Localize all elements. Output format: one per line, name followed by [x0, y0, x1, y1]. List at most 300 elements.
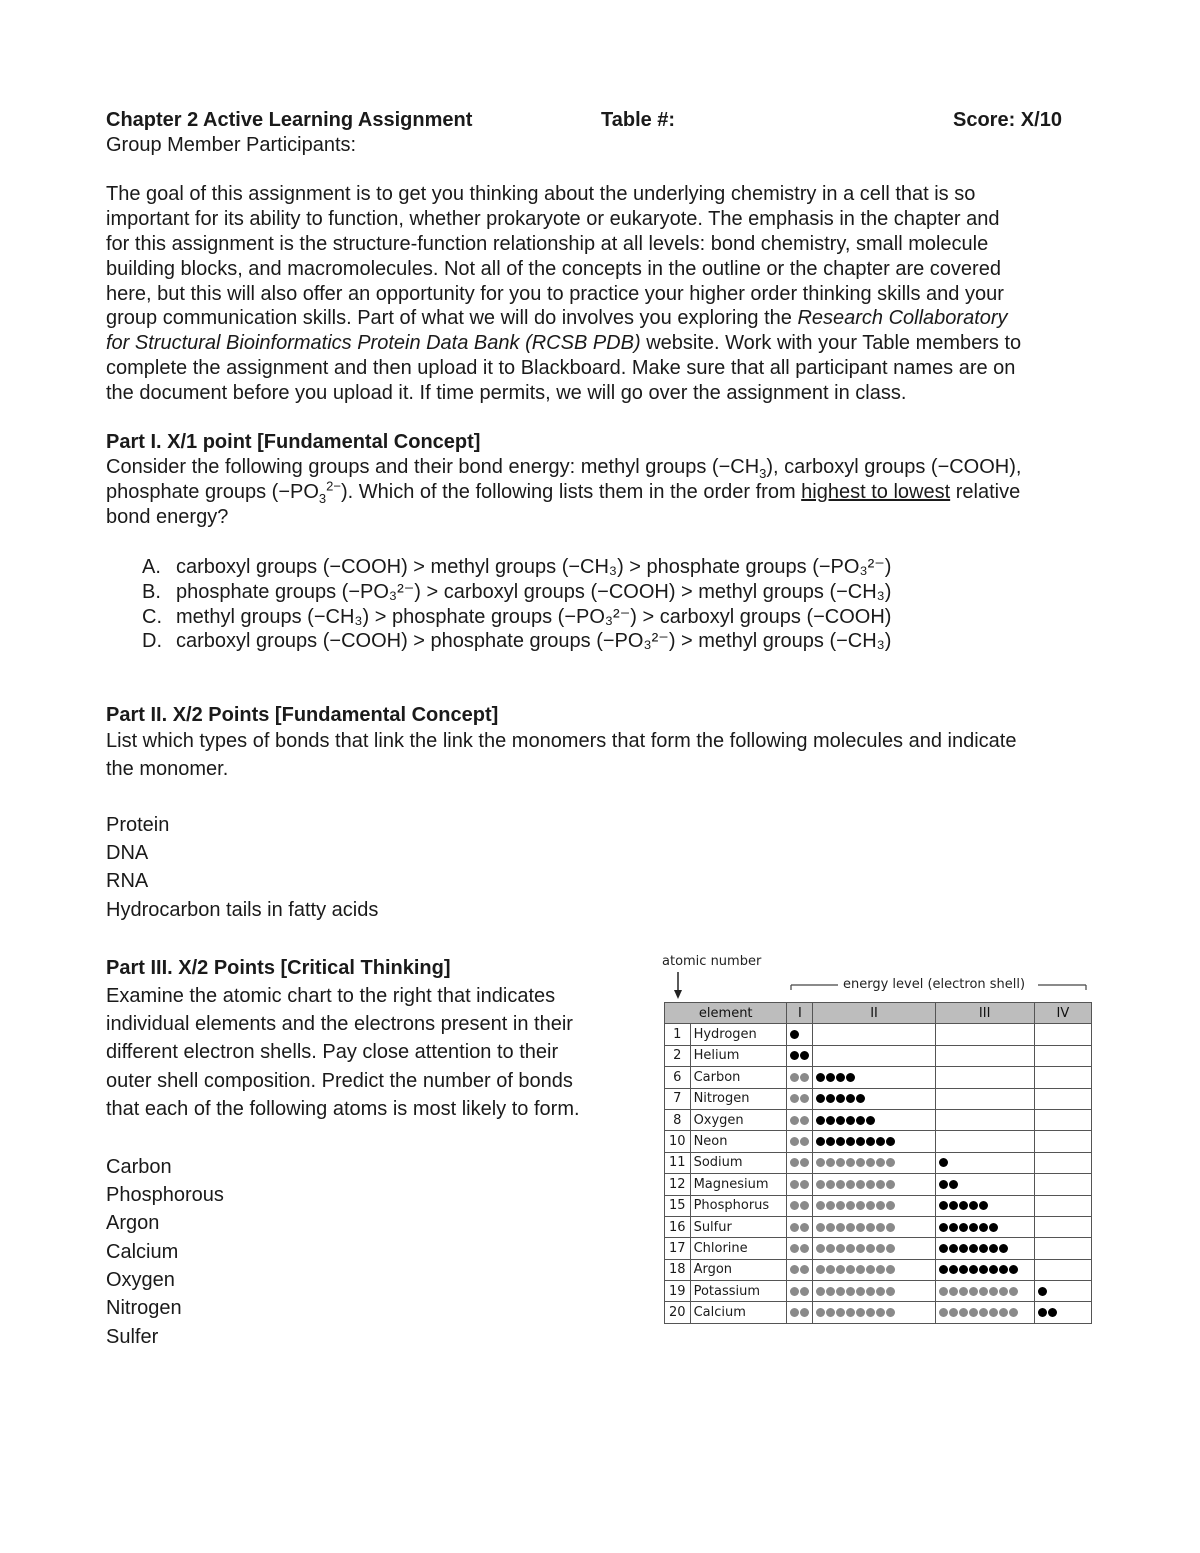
electron-dot — [846, 1287, 855, 1296]
part3-heading: Part III. X/2 Points [Critical Thinking] — [106, 957, 451, 979]
shell-cell — [813, 1088, 935, 1109]
electron-dot — [800, 1244, 809, 1253]
electron-dot — [836, 1073, 845, 1082]
atomic-number: 18 — [665, 1259, 691, 1280]
option-text: methyl groups (−CH₃) > phosphate groups (−PO₃²⁻) > carboxyl groups (−COOH) — [176, 606, 892, 628]
electron-dot — [989, 1265, 998, 1274]
electron-dot — [790, 1051, 799, 1060]
answer-option[interactable] — [142, 555, 891, 579]
electron-dot — [846, 1223, 855, 1232]
electron-dot — [800, 1116, 809, 1125]
shell-cell — [935, 1281, 1034, 1302]
electron-dot — [790, 1137, 799, 1146]
electron-dot — [969, 1287, 978, 1296]
intro-line: building blocks, and macromolecules. Not all of the concepts in the outline or the chapter are covered — [106, 258, 1001, 280]
shell-cell — [935, 1024, 1034, 1045]
electron-dot — [800, 1051, 809, 1060]
atom-item: Argon — [106, 1212, 160, 1234]
element-name: Phosphorus — [690, 1195, 787, 1216]
electron-dot — [846, 1116, 855, 1125]
electron-dot — [866, 1180, 875, 1189]
atomic-number: 15 — [665, 1195, 691, 1216]
element-name: Neon — [690, 1131, 787, 1152]
electron-dot — [876, 1137, 885, 1146]
electron-dot — [790, 1287, 799, 1296]
electron-dot — [846, 1265, 855, 1274]
element-name: Helium — [690, 1045, 787, 1066]
electron-dot — [856, 1116, 865, 1125]
atomic-number: 1 — [665, 1024, 691, 1045]
intro-text: group communication skills. Part of what we will do involves you exploring the — [106, 307, 798, 329]
electron-dot — [790, 1073, 799, 1082]
electron-dot — [816, 1180, 825, 1189]
part1-question: bond energy? — [106, 506, 229, 528]
shell-cell — [813, 1216, 935, 1237]
electron-dot — [949, 1180, 958, 1189]
electron-dot — [800, 1265, 809, 1274]
electron-dot — [886, 1223, 895, 1232]
shell-cell — [1034, 1131, 1091, 1152]
electron-dot — [800, 1073, 809, 1082]
electron-dot — [999, 1308, 1008, 1317]
atomic-number-label: atomic number — [662, 954, 762, 969]
subscript: 3 — [318, 491, 327, 506]
electron-dot — [800, 1094, 809, 1103]
electron-dot — [816, 1158, 825, 1167]
electron-dot — [959, 1287, 968, 1296]
electron-dot — [876, 1223, 885, 1232]
atomic-number: 2 — [665, 1045, 691, 1066]
shell-cell — [1034, 1088, 1091, 1109]
electron-dot — [790, 1158, 799, 1167]
electron-dot — [989, 1244, 998, 1253]
molecule-item: RNA — [106, 870, 149, 892]
energy-level-label: energy level (electron shell) — [843, 977, 1026, 992]
electron-dot — [949, 1308, 958, 1317]
electron-dot — [959, 1244, 968, 1253]
electron-dot — [969, 1308, 978, 1317]
electron-dot — [886, 1308, 895, 1317]
electron-dot — [816, 1223, 825, 1232]
assignment-title: Chapter 2 Active Learning Assignment — [106, 109, 473, 131]
shell-cell — [935, 1216, 1034, 1237]
shell-cell — [813, 1109, 935, 1130]
electron-dot — [876, 1244, 885, 1253]
shell-cell — [813, 1067, 935, 1088]
electron-dot — [826, 1287, 835, 1296]
electron-dot — [856, 1244, 865, 1253]
shell-cell — [1034, 1302, 1091, 1323]
electron-dot — [1038, 1287, 1047, 1296]
electron-dot — [816, 1073, 825, 1082]
atomic-number: 16 — [665, 1216, 691, 1237]
electron-dot — [949, 1201, 958, 1210]
electron-dot — [1009, 1308, 1018, 1317]
shell-cell — [813, 1259, 935, 1280]
column-header: III — [935, 1003, 1034, 1024]
electron-dot — [836, 1223, 845, 1232]
electron-dot — [790, 1308, 799, 1317]
electron-dot — [816, 1094, 825, 1103]
down-arrow-icon — [672, 972, 684, 1000]
electron-dot — [790, 1030, 799, 1039]
element-row — [665, 1216, 1092, 1237]
question-text: ), carboxyl groups (−COOH), — [766, 456, 1022, 478]
emphasis-text: highest to lowest — [801, 481, 951, 503]
electron-dot — [816, 1265, 825, 1274]
electron-dot — [939, 1287, 948, 1296]
electron-dot — [969, 1201, 978, 1210]
electron-dot — [846, 1158, 855, 1167]
element-name: Potassium — [690, 1281, 787, 1302]
shell-cell — [935, 1259, 1034, 1280]
shell-cell — [1034, 1238, 1091, 1259]
electron-dot — [886, 1244, 895, 1253]
electron-dot — [856, 1158, 865, 1167]
electron-dot — [989, 1308, 998, 1317]
atom-item: Nitrogen — [106, 1297, 182, 1319]
electron-dot — [876, 1287, 885, 1296]
answer-option[interactable] — [142, 629, 891, 653]
element-row — [665, 1259, 1092, 1280]
part1-question — [106, 480, 1020, 504]
electron-dot — [826, 1244, 835, 1253]
element-row — [665, 1067, 1092, 1088]
electron-dot — [790, 1201, 799, 1210]
electron-dot — [846, 1201, 855, 1210]
element-row — [665, 1302, 1092, 1323]
shell-cell — [813, 1174, 935, 1195]
electron-dot — [999, 1287, 1008, 1296]
electron-dot — [939, 1308, 948, 1317]
option-letter: C. — [142, 606, 162, 628]
electron-dot — [800, 1158, 809, 1167]
option-letter: B. — [142, 581, 161, 603]
intro-line: The goal of this assignment is to get you thinking about the underlying chemistry in a cell that is so — [106, 183, 976, 205]
molecule-item: DNA — [106, 842, 149, 864]
electron-dot — [836, 1158, 845, 1167]
part3-question: different electron shells. Pay close attention to their — [106, 1041, 559, 1063]
shell-cell — [935, 1088, 1034, 1109]
atom-item: Oxygen — [106, 1269, 175, 1291]
electron-dot — [816, 1287, 825, 1296]
electron-dot — [979, 1265, 988, 1274]
electron-dot — [866, 1244, 875, 1253]
electron-dot — [826, 1223, 835, 1232]
option-text: phosphate groups (−PO₃²⁻) > carboxyl groups (−COOH) > methyl groups (−CH₃) — [176, 581, 892, 603]
shell-cell — [1034, 1174, 1091, 1195]
electron-dot — [959, 1308, 968, 1317]
shell-cell — [813, 1302, 935, 1323]
electron-dot — [886, 1265, 895, 1274]
electron-dot — [856, 1201, 865, 1210]
question-text: Consider the following groups and their bond energy: methyl groups (−CH — [106, 456, 760, 478]
electron-dot — [969, 1223, 978, 1232]
shell-cell — [813, 1152, 935, 1173]
element-row — [665, 1195, 1092, 1216]
shell-cell — [787, 1067, 813, 1088]
electron-dot — [979, 1201, 988, 1210]
intro-line: for this assignment is the structure-function relationship at all levels: bond chemistry, small molecule — [106, 233, 989, 255]
atom-item: Carbon — [106, 1156, 172, 1178]
electron-dot — [939, 1201, 948, 1210]
option-text: carboxyl groups (−COOH) > methyl groups (−CH₃) > phosphate groups (−PO₃²⁻) — [176, 556, 892, 578]
electron-dot — [836, 1137, 845, 1146]
option-text: carboxyl groups (−COOH) > phosphate groups (−PO₃²⁻) > methyl groups (−CH₃) — [176, 630, 892, 652]
electron-dot — [959, 1201, 968, 1210]
electron-dot — [866, 1223, 875, 1232]
shell-cell — [1034, 1281, 1091, 1302]
atomic-number: 7 — [665, 1088, 691, 1109]
electron-dot — [969, 1265, 978, 1274]
score-label: Score: X/10 — [953, 109, 1062, 131]
subscript: 3 — [759, 466, 767, 481]
electron-dot — [1009, 1287, 1018, 1296]
atom-item: Sulfer — [106, 1326, 159, 1348]
electron-dot — [886, 1137, 895, 1146]
electron-dot — [866, 1287, 875, 1296]
element-name: Chlorine — [690, 1238, 787, 1259]
electron-dot — [800, 1223, 809, 1232]
electron-dot — [856, 1287, 865, 1296]
element-row — [665, 1131, 1092, 1152]
electron-dot — [876, 1180, 885, 1189]
element-row — [665, 1088, 1092, 1109]
table-number-label: Table #: — [601, 109, 676, 131]
element-name: Carbon — [690, 1067, 787, 1088]
molecule-item: Protein — [106, 814, 170, 836]
electron-dot — [826, 1094, 835, 1103]
electron-dot — [800, 1308, 809, 1317]
electron-dot — [836, 1244, 845, 1253]
electron-dot — [800, 1201, 809, 1210]
atomic-number: 12 — [665, 1174, 691, 1195]
electron-dot — [949, 1223, 958, 1232]
element-name: Calcium — [690, 1302, 787, 1323]
electron-dot — [876, 1265, 885, 1274]
electron-dot — [790, 1094, 799, 1103]
intro-line — [106, 331, 1021, 355]
electron-dot — [866, 1137, 875, 1146]
electron-dot — [866, 1265, 875, 1274]
intro-line: here, but this will also offer an opportunity for you to practice your higher order thinking skills and your — [106, 283, 1004, 305]
electron-dot — [866, 1201, 875, 1210]
electron-dot — [816, 1137, 825, 1146]
electron-dot — [836, 1308, 845, 1317]
shell-cell — [813, 1195, 935, 1216]
question-text: phosphate groups (−PO — [106, 481, 319, 503]
electron-dot — [826, 1201, 835, 1210]
electron-dot — [886, 1287, 895, 1296]
electron-dot — [939, 1265, 948, 1274]
electron-dot — [876, 1201, 885, 1210]
electron-dot — [826, 1265, 835, 1274]
part3-question: outer shell composition. Predict the number of bonds — [106, 1070, 573, 1092]
element-name: Sulfur — [690, 1216, 787, 1237]
electron-dot — [790, 1265, 799, 1274]
shell-cell — [813, 1238, 935, 1259]
part3-question: Examine the atomic chart to the right that indicates — [106, 985, 556, 1007]
shell-cell — [1034, 1109, 1091, 1130]
shell-cell — [813, 1131, 935, 1152]
shell-cell — [1034, 1259, 1091, 1280]
electron-dot — [949, 1287, 958, 1296]
electron-shell-table — [664, 1002, 1092, 1324]
electron-dot — [856, 1137, 865, 1146]
column-header: II — [813, 1003, 935, 1024]
electron-dot — [949, 1265, 958, 1274]
electron-dot — [876, 1308, 885, 1317]
shell-cell — [787, 1195, 813, 1216]
electron-dot — [856, 1180, 865, 1189]
electron-dot — [800, 1287, 809, 1296]
shell-cell — [935, 1302, 1034, 1323]
shell-cell — [935, 1109, 1034, 1130]
shell-cell — [787, 1259, 813, 1280]
element-row — [665, 1045, 1092, 1066]
electron-dot — [939, 1158, 948, 1167]
electron-dot — [876, 1158, 885, 1167]
electron-dot — [816, 1308, 825, 1317]
shell-cell — [1034, 1045, 1091, 1066]
electron-dot — [846, 1094, 855, 1103]
shell-cell — [787, 1131, 813, 1152]
atomic-chart — [660, 950, 1092, 1350]
electron-dot — [800, 1137, 809, 1146]
electron-dot — [800, 1180, 809, 1189]
electron-dot — [836, 1180, 845, 1189]
shell-cell — [787, 1238, 813, 1259]
intro-line: important for its ability to function, whether prokaryote or eukaryote. The emphasis in the chapter and — [106, 208, 1000, 230]
intro-text: website. Work with your Table members to — [640, 332, 1022, 354]
answer-option[interactable] — [142, 605, 891, 629]
shell-cell — [787, 1088, 813, 1109]
answer-option[interactable] — [142, 580, 891, 604]
electron-dot — [989, 1223, 998, 1232]
atomic-number: 19 — [665, 1281, 691, 1302]
electron-dot — [836, 1201, 845, 1210]
option-letter: A. — [142, 556, 161, 578]
atom-item: Phosphorous — [106, 1184, 224, 1206]
atomic-number: 17 — [665, 1238, 691, 1259]
shell-cell — [1034, 1067, 1091, 1088]
element-row — [665, 1024, 1092, 1045]
shell-cell — [787, 1216, 813, 1237]
element-name: Nitrogen — [690, 1088, 787, 1109]
electron-dot — [790, 1116, 799, 1125]
shell-cell — [935, 1174, 1034, 1195]
electron-dot — [816, 1116, 825, 1125]
electron-dot — [846, 1137, 855, 1146]
electron-dot — [969, 1244, 978, 1253]
electron-dot — [836, 1287, 845, 1296]
electron-dot — [846, 1073, 855, 1082]
electron-dot — [886, 1201, 895, 1210]
electron-dot — [836, 1116, 845, 1125]
intro-line — [106, 306, 1008, 330]
element-row — [665, 1174, 1092, 1195]
part1-question — [106, 455, 1021, 479]
electron-dot — [1048, 1308, 1057, 1317]
element-name: Magnesium — [690, 1174, 787, 1195]
shell-cell — [1034, 1024, 1091, 1045]
electron-dot — [790, 1180, 799, 1189]
atomic-number: 8 — [665, 1109, 691, 1130]
electron-dot — [826, 1308, 835, 1317]
electron-dot — [999, 1265, 1008, 1274]
shell-cell — [1034, 1195, 1091, 1216]
electron-dot — [959, 1265, 968, 1274]
element-row — [665, 1152, 1092, 1173]
shell-cell — [935, 1067, 1034, 1088]
element-name: Sodium — [690, 1152, 787, 1173]
electron-dot — [979, 1244, 988, 1253]
shell-cell — [935, 1152, 1034, 1173]
electron-dot — [826, 1073, 835, 1082]
part1-heading: Part I. X/1 point [Fundamental Concept] — [106, 431, 481, 453]
shell-cell — [787, 1045, 813, 1066]
part2-question: the monomer. — [106, 758, 229, 780]
electron-dot — [989, 1287, 998, 1296]
electron-dot — [836, 1265, 845, 1274]
electron-dot — [826, 1116, 835, 1125]
electron-dot — [846, 1244, 855, 1253]
shell-cell — [787, 1302, 813, 1323]
shell-cell — [935, 1238, 1034, 1259]
column-header: I — [787, 1003, 813, 1024]
atom-item: Calcium — [106, 1241, 179, 1263]
intro-line: complete the assignment and then upload it to Blackboard. Make sure that all participant names are on — [106, 357, 1016, 379]
atomic-number: 20 — [665, 1302, 691, 1323]
question-text: ). Which of the following lists them in the order from — [340, 481, 802, 503]
electron-dot — [939, 1180, 948, 1189]
element-name: Oxygen — [690, 1109, 787, 1130]
electron-dot — [866, 1308, 875, 1317]
element-name: Hydrogen — [690, 1024, 787, 1045]
element-row — [665, 1281, 1092, 1302]
electron-dot — [886, 1158, 895, 1167]
electron-dot — [1038, 1308, 1047, 1317]
shell-cell — [935, 1195, 1034, 1216]
electron-dot — [866, 1116, 875, 1125]
electron-dot — [856, 1265, 865, 1274]
column-header: IV — [1034, 1003, 1091, 1024]
electron-dot — [826, 1180, 835, 1189]
shell-cell — [787, 1281, 813, 1302]
electron-dot — [816, 1244, 825, 1253]
electron-dot — [886, 1180, 895, 1189]
shell-cell — [813, 1281, 935, 1302]
electron-dot — [949, 1244, 958, 1253]
electron-dot — [856, 1223, 865, 1232]
electron-dot — [856, 1094, 865, 1103]
shell-cell — [787, 1174, 813, 1195]
part3-question: individual elements and the electrons present in their — [106, 1013, 573, 1035]
option-letter: D. — [142, 630, 162, 652]
electron-dot — [790, 1244, 799, 1253]
electron-dot — [816, 1201, 825, 1210]
electron-dot — [979, 1287, 988, 1296]
shell-cell — [813, 1024, 935, 1045]
atomic-number: 11 — [665, 1152, 691, 1173]
electron-dot — [939, 1244, 948, 1253]
rcsb-name: Research Collaboratory — [797, 307, 1008, 329]
atomic-number: 6 — [665, 1067, 691, 1088]
question-text: relative — [950, 481, 1021, 503]
part2-question: List which types of bonds that link the link the monomers that form the following molecules and indicate — [106, 730, 1017, 752]
shell-cell — [1034, 1216, 1091, 1237]
superscript: 2− — [326, 478, 341, 494]
